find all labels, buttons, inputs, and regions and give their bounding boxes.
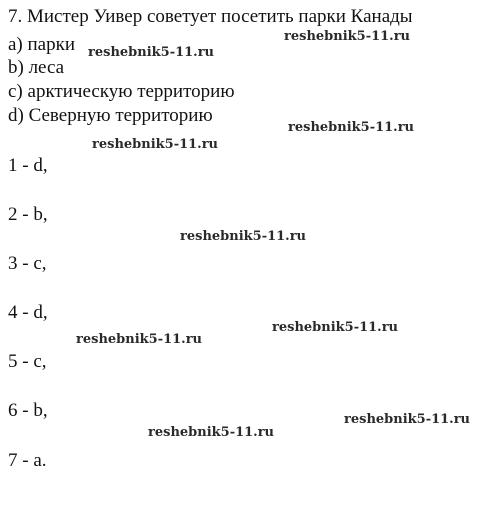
watermark: reshebnik5-11.ru xyxy=(344,412,471,427)
watermark: reshebnik5-11.ru xyxy=(284,29,411,44)
option-a: a) парки xyxy=(8,34,76,55)
watermark: reshebnik5-11.ru xyxy=(92,137,219,152)
option-d: d) Северную территорию xyxy=(8,105,213,126)
watermark: reshebnik5-11.ru xyxy=(148,425,275,440)
watermark: reshebnik5-11.ru xyxy=(272,320,399,335)
answer-7: 7 - a. xyxy=(8,450,47,471)
answer-4: 4 - d, xyxy=(8,302,48,323)
answer-1: 1 - d, xyxy=(8,155,48,176)
question-title: 7. Мистер Уивер советует посетить парки Канады xyxy=(8,6,413,27)
watermark: reshebnik5-11.ru xyxy=(288,120,415,135)
option-b: b) леса xyxy=(8,57,65,78)
watermark: reshebnik5-11.ru xyxy=(76,332,203,347)
answer-2: 2 - b, xyxy=(8,204,48,225)
answer-5: 5 - c, xyxy=(8,351,47,372)
watermark: reshebnik5-11.ru xyxy=(180,229,307,244)
watermark: reshebnik5-11.ru xyxy=(88,45,215,60)
answer-6: 6 - b, xyxy=(8,400,48,421)
answer-3: 3 - c, xyxy=(8,253,47,274)
option-c: c) арктическую территорию xyxy=(8,81,235,102)
